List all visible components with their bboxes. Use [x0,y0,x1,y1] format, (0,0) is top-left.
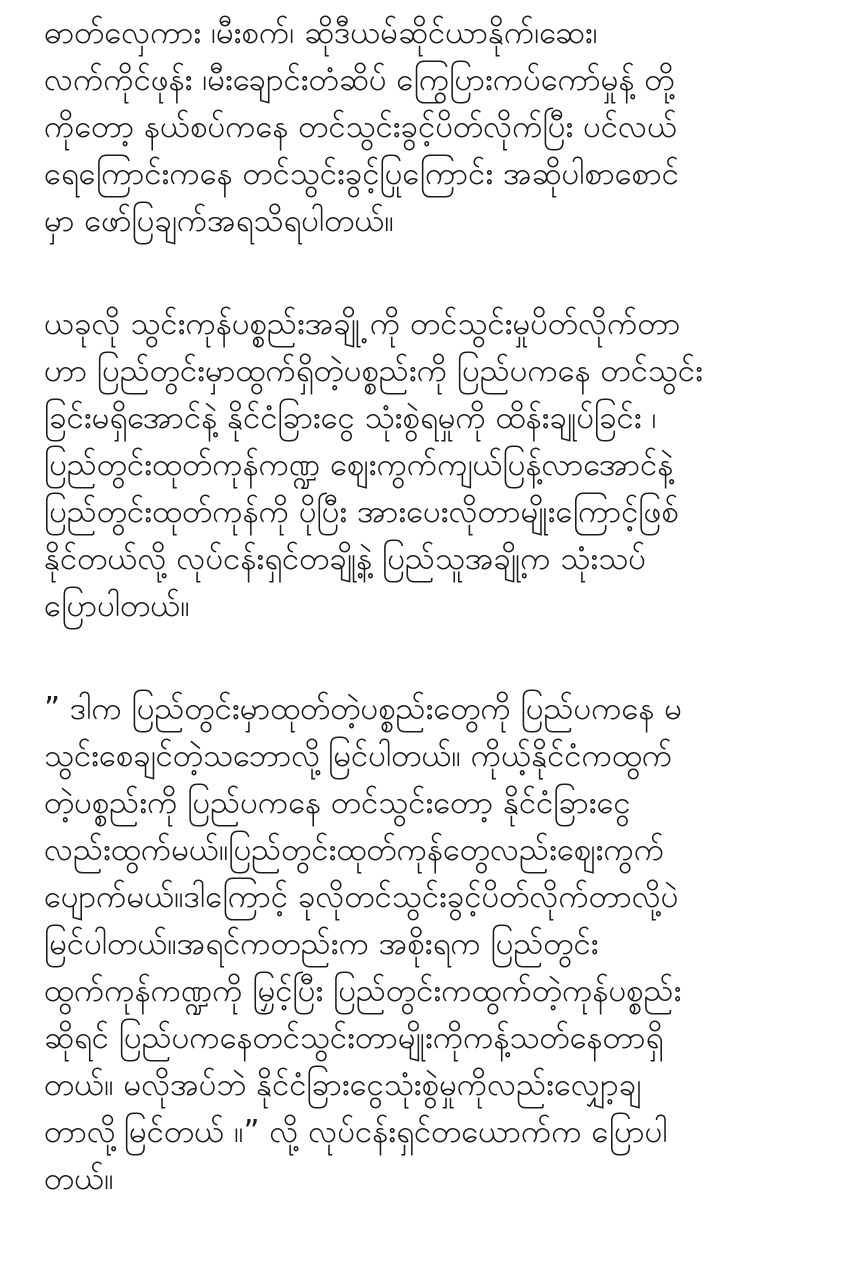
text-line: နိုင်တယ်လို့ လုပ်ငန်းရှင်တချို့နဲ့ ပြည်သူအချို့က သုံးသပ် [44,541,646,577]
text-line: ပျောက်မယ်။ဒါကြောင့် ခုလိုတင်သွင်းခွင့်ပိတ်လိုက်တာလို့ပဲ [44,879,679,915]
text-line: ကိုတော့ နယ်စပ်ကနေ တင်သွင်းခွင့်ပိတ်လိုက်ပြီး ပင်လယ် [44,109,678,145]
text-line: ခြင်းမရှိအောင်နဲ့ နိုင်ငံခြားငွေ သုံးစွဲရမှုကို ထိန်းချုပ်ခြင်း ၊ [44,400,657,436]
text-line: ယခုလို သွင်းကုန်ပစ္စည်းအချို့ ကို တင်သွင်းမှုပိတ်လိုက်တာ [44,306,681,342]
text-line: ဓာတ်လှေကား ၊မီးစက်၊ ဆိုဒီယမ်ဆိုင်ယာနိုက်၊ဆေး၊ [44,15,598,51]
text-line: တာလို့မြင်တယ် ။” လို့ လုပ်ငန်းရှင်တယောက်က ပြောပါ [44,1114,668,1150]
text-line: မြင်ပါတယ်။အရင်ကတည်းက အစိုးရက ပြည်တွင်း [44,926,599,962]
text-line: တယ်။ [44,1161,114,1197]
text-line: ” ဒါက ပြည်တွင်းမှာထုတ်တဲ့ပစ္စည်းတွေကို ပြည်ပကနေ မ [44,691,682,727]
text-line: လက်ကိုင်ဖုန်း ၊မီးချောင်းတံဆိပ် ကြွေပြားကပ်ကော်မှုန့် တို့ [44,62,675,98]
text-line: ပြောပါတယ်။ [44,588,190,624]
text-line: သွင်းစေချင်တဲ့သဘောလို့မြင်ပါတယ်။ ကိုယ့်နိုင်ငံကထွက် [44,738,673,774]
text-line: ပြည်တွင်းထုတ်ကုန်ကဏ္ဍ ဈေးကွက်ကျယ်ပြန့်လာအောင်နဲ့ [44,447,674,483]
text-line: ပြည်တွင်းထုတ်ကုန်ကို ပိုပြီး အားပေးလိုတာမျိုးကြောင့်ဖြစ် [44,494,679,530]
text-line: တယ်။ မလိုအပ်ဘဲ နိုင်ငံခြားငွေသုံးစွဲမှုကိုလည်းလျှော့ချ [44,1067,642,1103]
text-line: မှာ ဖော်ပြချက်အရသိရပါတယ်။ [44,203,394,239]
paragraph-1 [44,10,828,245]
text-line: ဆိုရင် ပြည်ပကနေတင်သွင်းတာမျိုးကိုကန့်သတ်နေတာရှိ [44,1020,664,1056]
text-line: ဟာ ပြည်တွင်းမှာထွက်ရှိတဲ့ပစ္စည်းကို ပြည်ပကနေ တင်သွင်း [44,353,703,389]
text-line: လည်းထွက်မယ်။ပြည်တွင်းထုတ်ကုန်တွေလည်းဈေးကွက် [44,832,665,868]
text-line: တဲ့ပစ္စည်းကို ပြည်ပကနေ တင်သွင်းတော့ နိုင်ငံခြားငွေ [44,785,631,821]
text-line: ထွက်ကုန်ကဏ္ဍကို မြှင့်ပြီး ပြည်တွင်းကထွက်တဲ့ကုန်ပစ္စည်း [44,973,682,1009]
paragraph-3-quote [44,686,828,1203]
paragraph-2 [44,301,828,630]
text-line: ရေကြောင်းကနေ တင်သွင်းခွင့်ပြုကြောင်း အဆိုပါစာစောင် [44,156,679,192]
